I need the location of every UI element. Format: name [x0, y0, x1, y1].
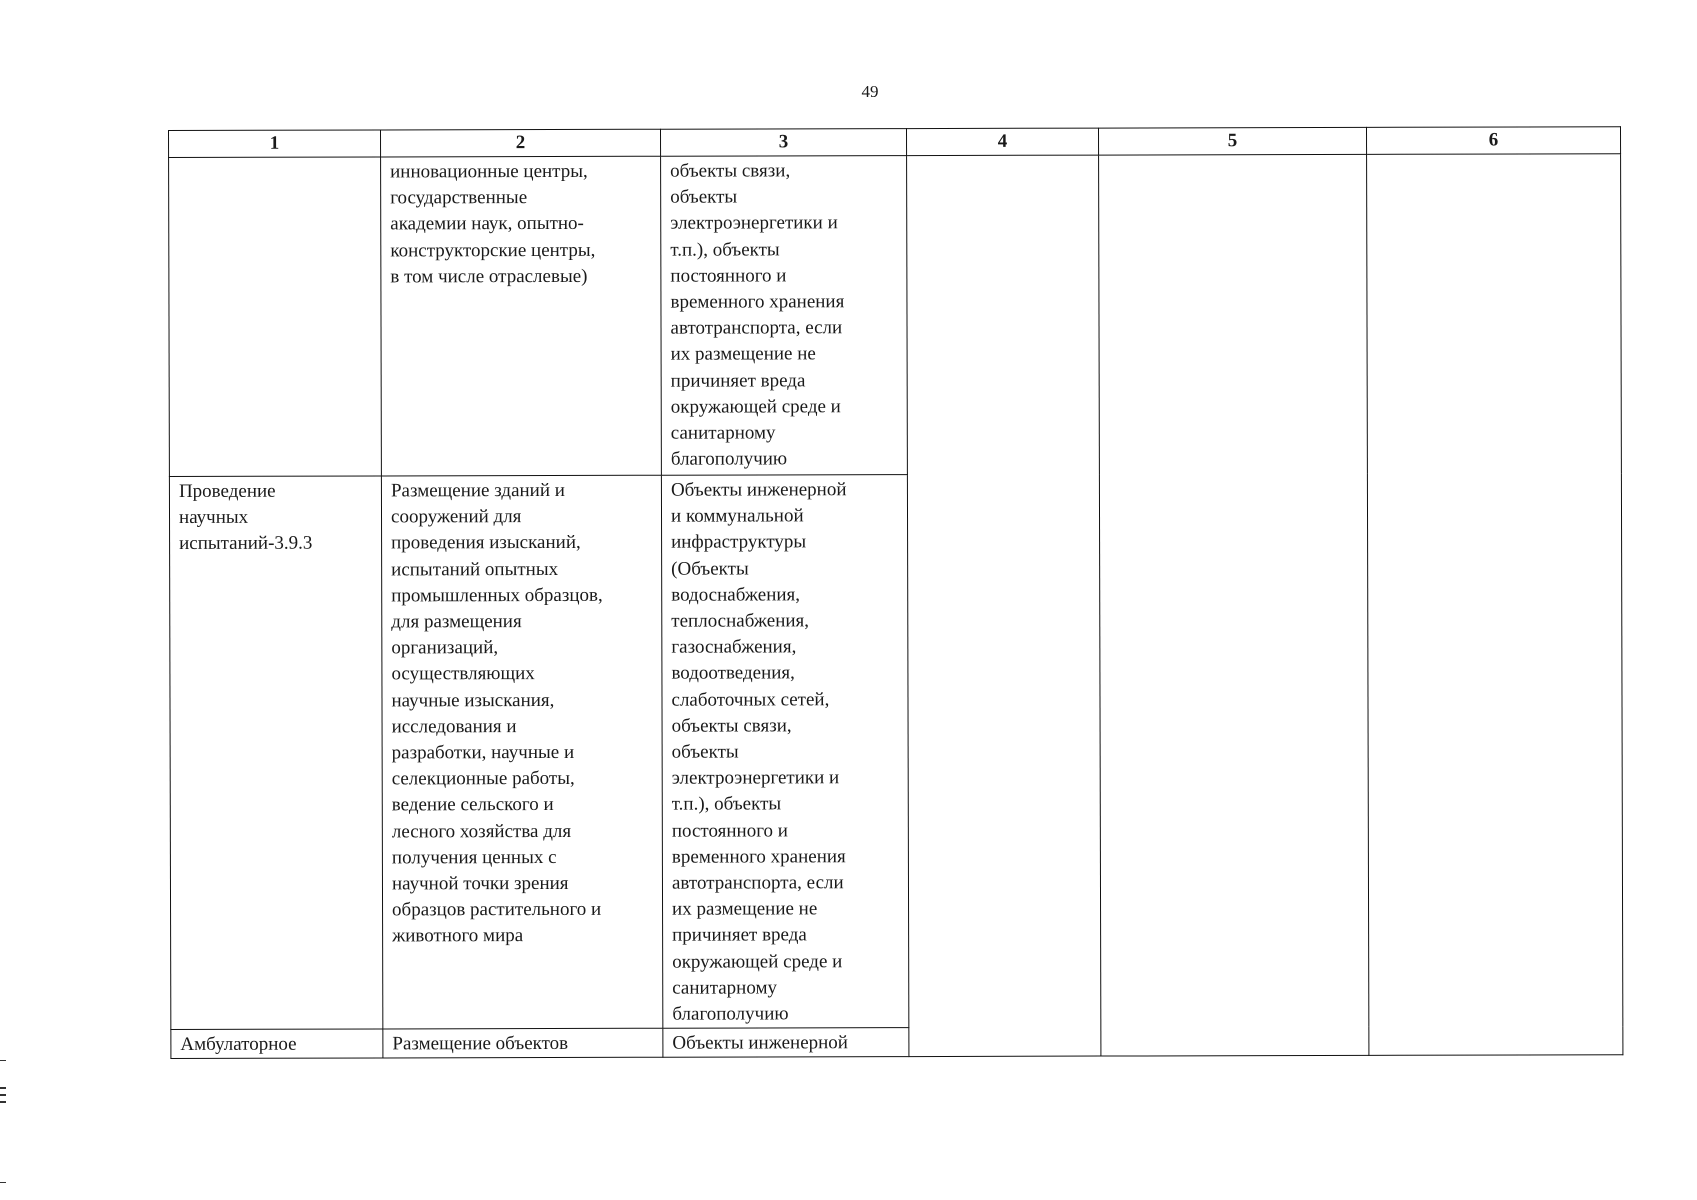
- table-cell-use-type: [171, 1029, 383, 1059]
- cell-text: Размещение объектов: [392, 1033, 569, 1055]
- table-cell-use-type: [169, 476, 382, 1030]
- table-cell-auxiliary-uses: [663, 1028, 909, 1058]
- table-cell-description: [383, 1028, 663, 1058]
- column-header-6: 6: [1366, 127, 1620, 155]
- scan-margin-mark: [0, 1182, 6, 1183]
- table-cell-use-type: [169, 157, 382, 477]
- column-header-4: 4: [906, 128, 1098, 156]
- column-header-3: 3: [660, 129, 906, 157]
- scan-margin-mark: [0, 1060, 6, 1061]
- cell-text: инновационные центры, государственные академии наук, опытно- конструкторские центры, в том числе отраслевые): [390, 160, 596, 288]
- page-number: 49: [861, 82, 879, 101]
- table-header-row: [169, 127, 1621, 158]
- cell-text: Проведение научных испытаний-3.9.3: [178, 480, 313, 555]
- scan-margin-mark: [0, 1087, 6, 1089]
- cell-text: [169, 157, 380, 160]
- scan-margin-mark: [0, 1094, 6, 1096]
- cell-text: объекты связи, объекты электроэнергетики и т.п.), объекты постоянного и временного хранения автотранспорта, если их размещение не причиняет вреда окружающей среде и санитарному благополучию: [670, 160, 845, 470]
- scan-margin-mark: [0, 1101, 6, 1103]
- table-cell-column-4-empty: [907, 155, 1101, 1057]
- cell-text: Объекты инженерной: [672, 1032, 848, 1054]
- cell-text: Размещение зданий и сооружений для проведения изысканий, испытаний опытных промышленных образцов, для размещения организаций, осуществляющих научные изыскания, исследования и разработки, научные и селекционные работы, ведение сельского и лесного хозяйства для получения ценных с научной точки зрения образцов растительного и животного мира: [390, 479, 603, 947]
- table-cell-column-5-empty: [1099, 154, 1369, 1056]
- table-cell-column-6-empty: [1367, 154, 1623, 1056]
- table-cell-auxiliary-uses: [661, 156, 908, 476]
- table-cell-description: [381, 475, 662, 1029]
- table-cell-description: [381, 156, 662, 476]
- column-header-5: 5: [1098, 127, 1366, 155]
- column-header-2: 2: [381, 129, 661, 157]
- column-header-1: 1: [169, 130, 381, 158]
- table-row: [169, 154, 1622, 477]
- cell-text: Амбулаторное: [180, 1033, 297, 1056]
- regulations-table: [168, 126, 1623, 1059]
- cell-text: Объекты инженерной и коммунальной инфраструктуры (Объекты водоснабжения, теплоснабжения, газоснабжения, водоотведения, слаботочных сетей, объекты связи, объекты электроэнергетики и т.п.), объекты постоянного и временного хранения автотранспорта, если их размещение не причиняет вреда окружающей среде и санитарному благополучию: [670, 479, 847, 1025]
- table-cell-auxiliary-uses: [661, 475, 908, 1029]
